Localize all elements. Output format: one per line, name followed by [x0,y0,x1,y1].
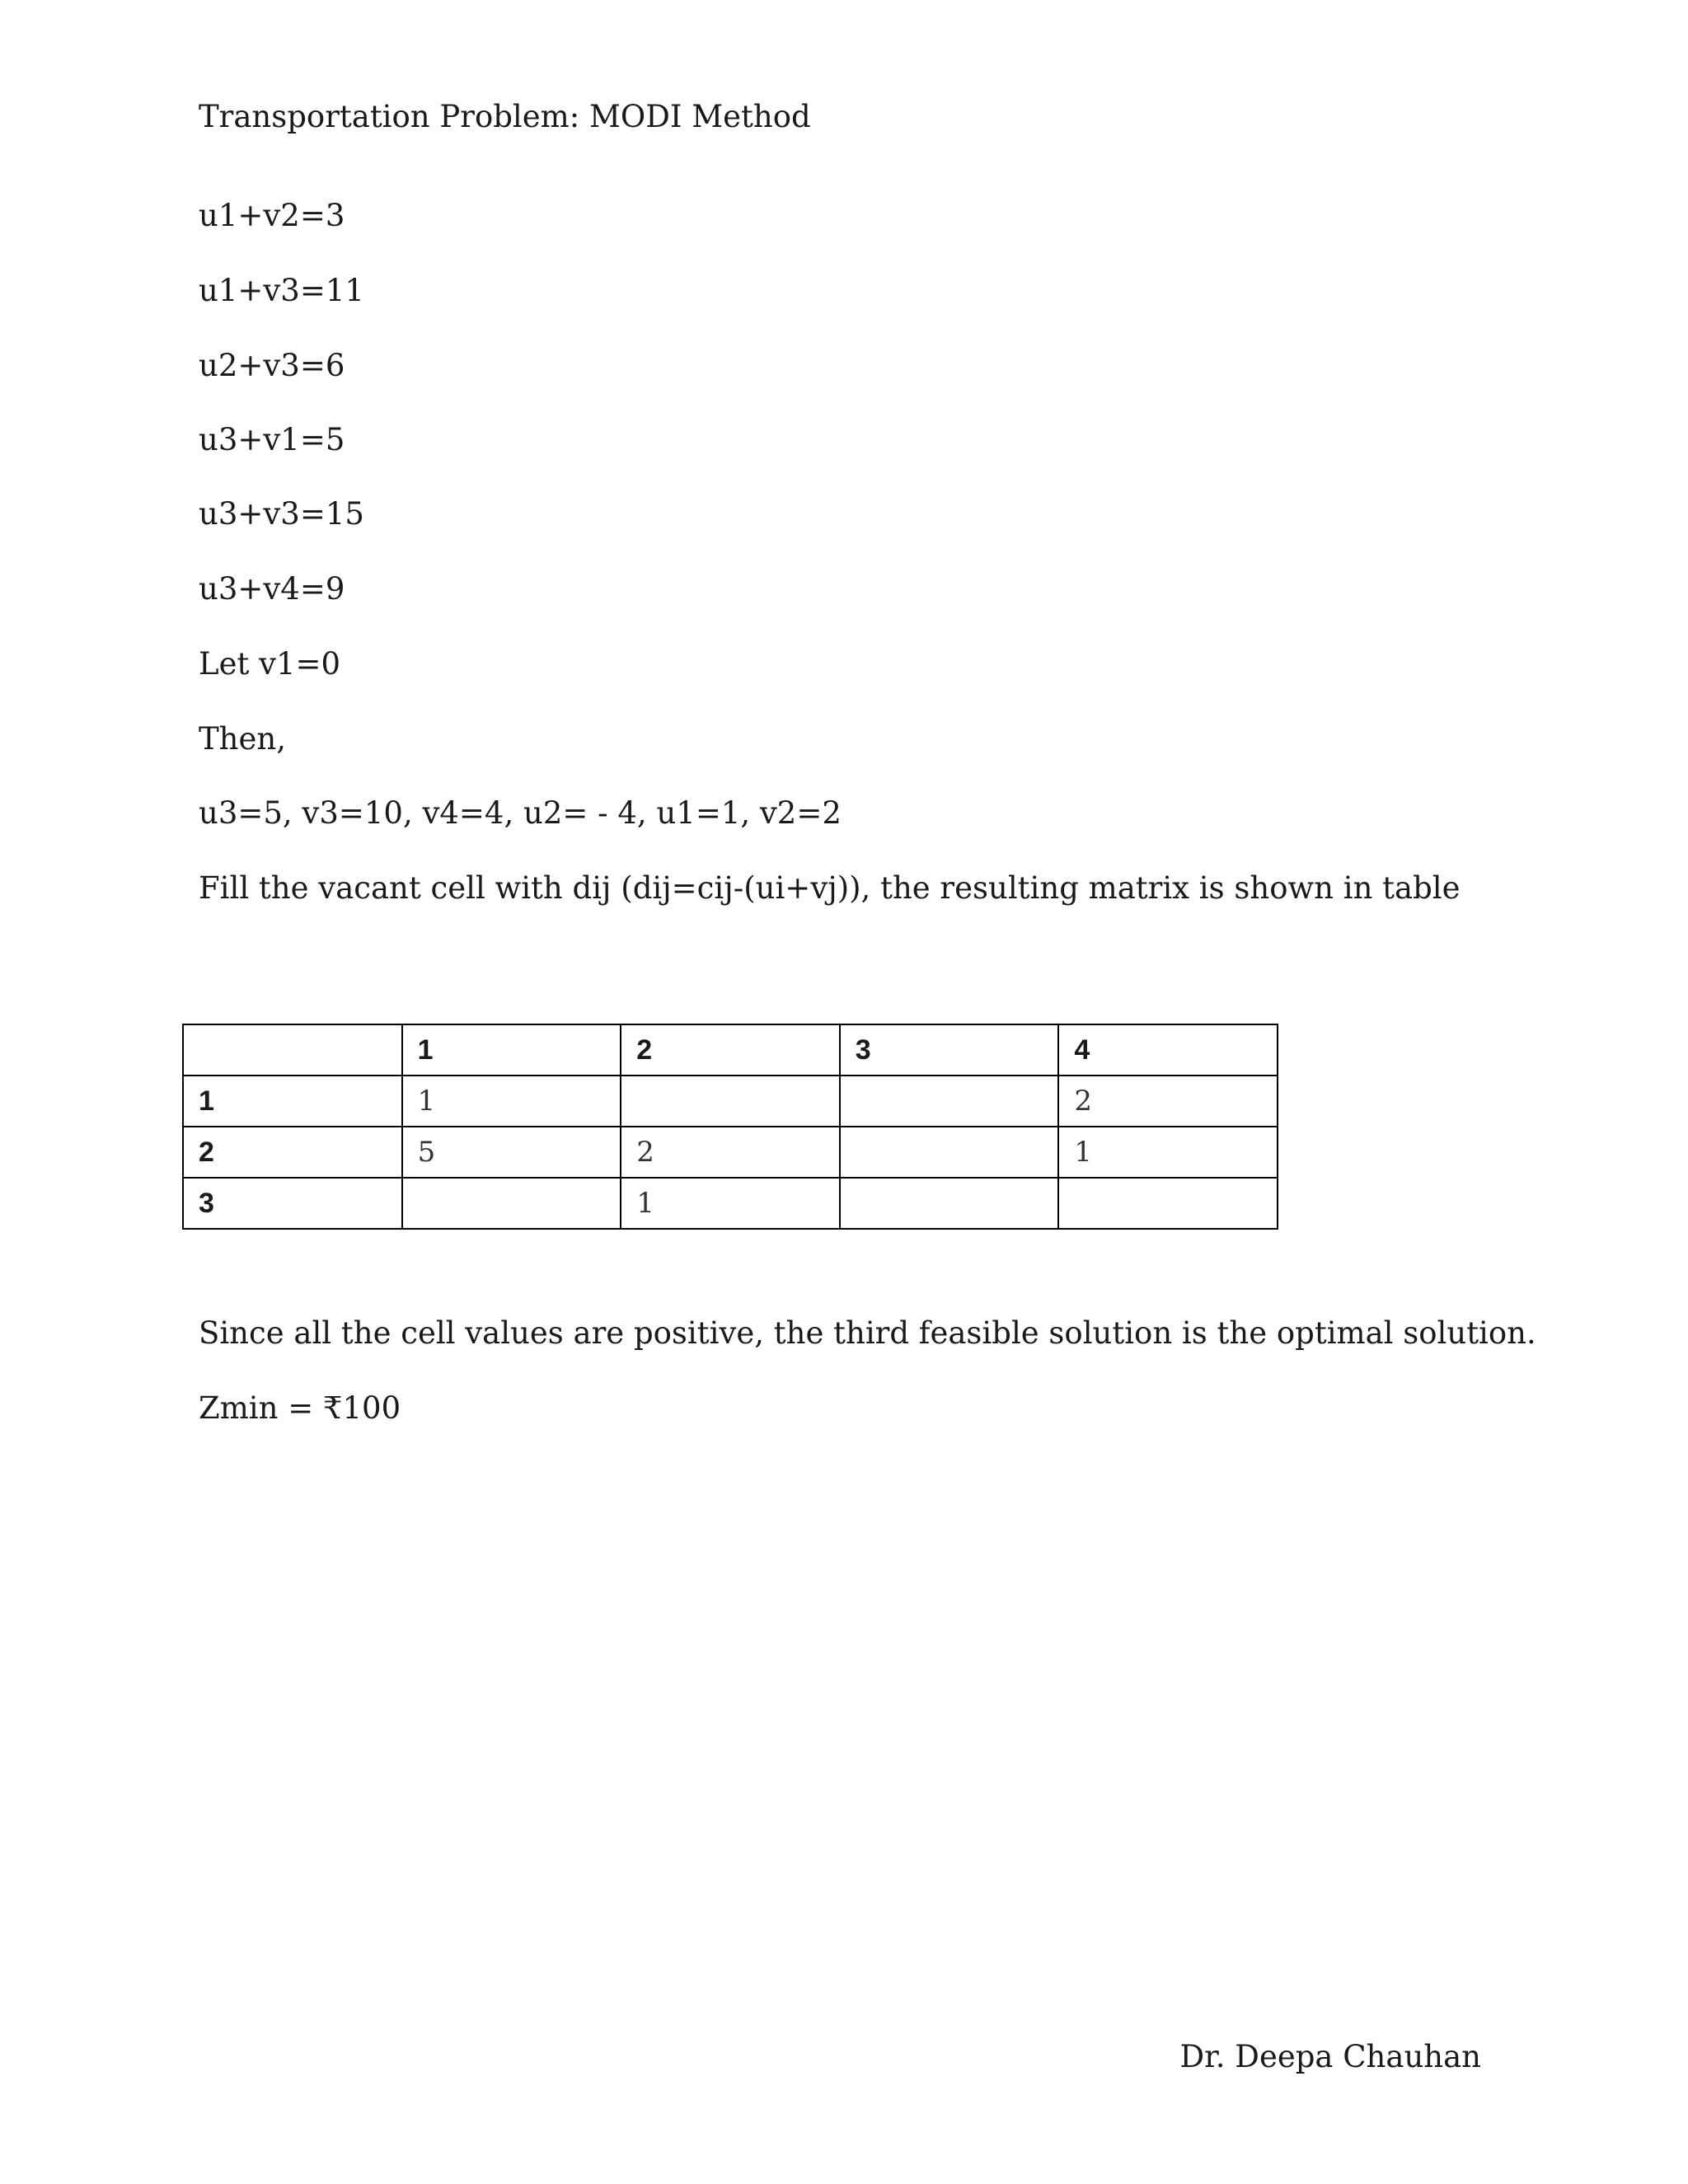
table-cell [840,1127,1059,1178]
column-header: 1 [402,1024,621,1076]
table-header-row [183,1024,1278,1076]
table-cell [840,1178,1059,1229]
table-cell: 5 [402,1127,621,1178]
dij-matrix-table [182,1024,1278,1230]
equation-line: u2+v3=6 [199,348,345,383]
zmin-result: Zmin = ₹100 [199,1390,401,1426]
table-cell: 1 [402,1076,621,1127]
solution-line: u3=5, v3=10, v4=4, u2= - 4, u1=1, v2=2 [199,795,842,831]
equation-line: Let v1=0 [199,646,341,682]
page-title: Transportation Problem: MODI Method [199,99,811,134]
column-header: 3 [840,1024,1059,1076]
table-cell: 2 [621,1127,840,1178]
then-line: Then, [199,721,286,757]
equation-line: u3+v1=5 [199,422,345,457]
table-cell [621,1076,840,1127]
row-header: 3 [183,1178,402,1229]
table-cell [1058,1178,1278,1229]
column-header: 4 [1058,1024,1278,1076]
instruction-line: Fill the vacant cell with dij (dij=cij-(ui+vj)), the resulting matrix is shown in table [199,870,1461,906]
table-row [183,1178,1278,1229]
table-cell: 1 [1058,1127,1278,1178]
author-signature: Dr. Deepa Chauhan [1179,2039,1481,2074]
equation-line: u3+v3=15 [199,496,364,532]
conclusion-text: Since all the cell values are positive, the third feasible solution is the optimal solution. [199,1315,1536,1351]
equation-line: u1+v3=11 [199,273,364,308]
table-row [183,1127,1278,1178]
table-cell [840,1076,1059,1127]
row-header: 1 [183,1076,402,1127]
table-row [183,1076,1278,1127]
equation-line: u3+v4=9 [199,571,345,607]
row-header: 2 [183,1127,402,1178]
table-cell [402,1178,621,1229]
table-cell: 2 [1058,1076,1278,1127]
table-corner-cell [183,1024,402,1076]
column-header: 2 [621,1024,840,1076]
table-cell: 1 [621,1178,840,1229]
equation-line: u1+v2=3 [199,198,345,233]
